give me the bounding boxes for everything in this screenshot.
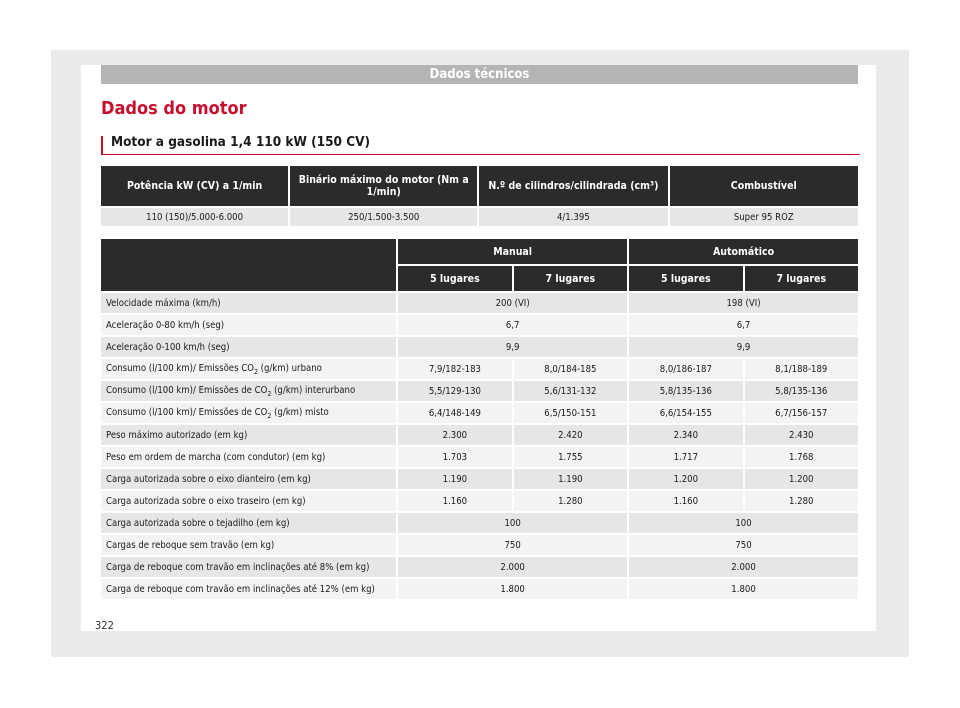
group-header-automatic: Automático	[629, 239, 858, 264]
table-row	[101, 403, 858, 423]
table-row	[101, 381, 858, 401]
table-cell: 1.768	[745, 447, 858, 467]
column-header: Potência kW (CV) a 1/min	[101, 166, 288, 206]
table-row	[101, 425, 858, 445]
table-row	[101, 535, 858, 555]
section-title: Dados do motor	[101, 98, 247, 119]
table-cell: 1.717	[629, 447, 742, 467]
table-cell: 1.800	[629, 579, 858, 599]
table-cell: 6,6/154-155	[629, 403, 742, 423]
row-label-part: (g/km) misto	[271, 406, 329, 418]
table-row	[101, 337, 858, 357]
table-row	[101, 359, 858, 379]
row-label: Carga de reboque com travão em inclinações até 8% (em kg)	[101, 557, 396, 577]
row-label	[101, 381, 396, 401]
row-label	[101, 403, 396, 423]
table-cell: 2.300	[398, 425, 511, 445]
table-cell: 6,4/148-149	[398, 403, 511, 423]
table-row	[101, 579, 858, 599]
row-label: Velocidade máxima (km/h)	[101, 293, 396, 313]
table-cell: 1.755	[514, 447, 627, 467]
table-cell: 2.000	[629, 557, 858, 577]
row-label	[101, 359, 396, 379]
engine-heading	[101, 136, 860, 155]
subscript: 2	[253, 367, 258, 376]
row-label: Aceleração 0-80 km/h (seg)	[101, 315, 396, 335]
column-header: Binário máximo do motor (Nm a 1/min)	[290, 166, 477, 206]
row-label: Carga autorizada sobre o eixo traseiro (em kg)	[101, 491, 396, 511]
performance-table	[99, 237, 860, 601]
row-label-part: (g/km) interurbano	[271, 384, 356, 396]
table-cell: 6,7	[629, 315, 858, 335]
row-label: Cargas de reboque sem travão (em kg)	[101, 535, 396, 555]
row-label: Peso em ordem de marcha (com condutor) (em kg)	[101, 447, 396, 467]
table-cell: 2.340	[629, 425, 742, 445]
table-row	[101, 491, 858, 511]
engine-title: Motor a gasolina 1,4 110 kW (150 CV)	[111, 134, 371, 150]
table-cell: 250/1.500-3.500	[290, 208, 477, 226]
table-cell: 1.280	[514, 491, 627, 511]
table-cell: 1.703	[398, 447, 511, 467]
table-row	[101, 513, 858, 533]
row-label: Carga autorizada sobre o eixo dianteiro (em kg)	[101, 469, 396, 489]
table-cell: Super 95 ROZ	[670, 208, 859, 226]
table-cell: 2.000	[398, 557, 627, 577]
table-cell: 2.430	[745, 425, 858, 445]
table-cell: 200 (VI)	[398, 293, 627, 313]
table-row	[101, 315, 858, 335]
row-label: Carga autorizada sobre o tejadilho (em kg)	[101, 513, 396, 533]
table-cell: 1.280	[745, 491, 858, 511]
group-header-manual: Manual	[398, 239, 627, 264]
table-group-header-row	[101, 239, 858, 264]
table-cell: 5,8/135-136	[629, 381, 742, 401]
table-cell: 750	[629, 535, 858, 555]
table-cell: 750	[398, 535, 627, 555]
table-row	[101, 557, 858, 577]
table-cell: 1.200	[745, 469, 858, 489]
table-cell: 9,9	[398, 337, 627, 357]
table-cell: 1.190	[514, 469, 627, 489]
table-cell: 9,9	[629, 337, 858, 357]
table-cell: 8,0/184-185	[514, 359, 627, 379]
table-cell: 5,8/135-136	[745, 381, 858, 401]
row-label: Aceleração 0-100 km/h (seg)	[101, 337, 396, 357]
table-cell: 1.800	[398, 579, 627, 599]
table-header-row	[101, 166, 858, 206]
table-cell: 198 (VI)	[629, 293, 858, 313]
table-cell: 1.190	[398, 469, 511, 489]
table-cell: 6,5/150-151	[514, 403, 627, 423]
row-label-part: Consumo (l/100 km)/ Emissões de CO	[106, 384, 268, 396]
table-cell: 6,7	[398, 315, 627, 335]
blank-header	[101, 239, 396, 291]
table-row	[101, 447, 858, 467]
table-cell: 6,7/156-157	[745, 403, 858, 423]
table-cell: 5,5/129-130	[398, 381, 511, 401]
page-header: Dados técnicos	[101, 65, 858, 84]
subheader-cell: 7 lugares	[745, 266, 858, 291]
table-cell: 8,1/188-189	[745, 359, 858, 379]
row-label: Carga de reboque com travão em inclinações até 12% (em kg)	[101, 579, 396, 599]
subheader-cell: 5 lugares	[398, 266, 511, 291]
table-cell: 1.160	[398, 491, 511, 511]
row-label-part: (g/km) urbano	[257, 362, 322, 374]
row-label-part: Consumo (l/100 km)/ Emissões CO	[106, 362, 254, 374]
performance-table-body	[101, 293, 858, 599]
table-cell: 5,6/131-132	[514, 381, 627, 401]
table-cell: 7,9/182-183	[398, 359, 511, 379]
subheader-cell: 7 lugares	[514, 266, 627, 291]
subscript: 2	[267, 411, 272, 420]
table-cell: 110 (150)/5.000-6.000	[101, 208, 288, 226]
table-row	[101, 469, 858, 489]
page-number: 322	[95, 619, 114, 632]
row-label-part: Consumo (l/100 km)/ Emissões de CO	[106, 406, 268, 418]
column-header: Combustível	[670, 166, 859, 206]
table-cell: 1.160	[629, 491, 742, 511]
subscript: 2	[267, 389, 272, 398]
table-cell: 100	[629, 513, 858, 533]
table-cell: 100	[398, 513, 627, 533]
table-cell: 2.420	[514, 425, 627, 445]
table-cell: 8,0/186-187	[629, 359, 742, 379]
subheader-cell: 5 lugares	[629, 266, 742, 291]
row-label: Peso máximo autorizado (em kg)	[101, 425, 396, 445]
engine-spec-table	[99, 164, 860, 228]
column-header: N.º de cilindros/cilindrada (cm³)	[479, 166, 667, 206]
table-row	[101, 293, 858, 313]
table-row	[101, 208, 858, 226]
table-cell: 4/1.395	[479, 208, 667, 226]
table-cell: 1.200	[629, 469, 742, 489]
